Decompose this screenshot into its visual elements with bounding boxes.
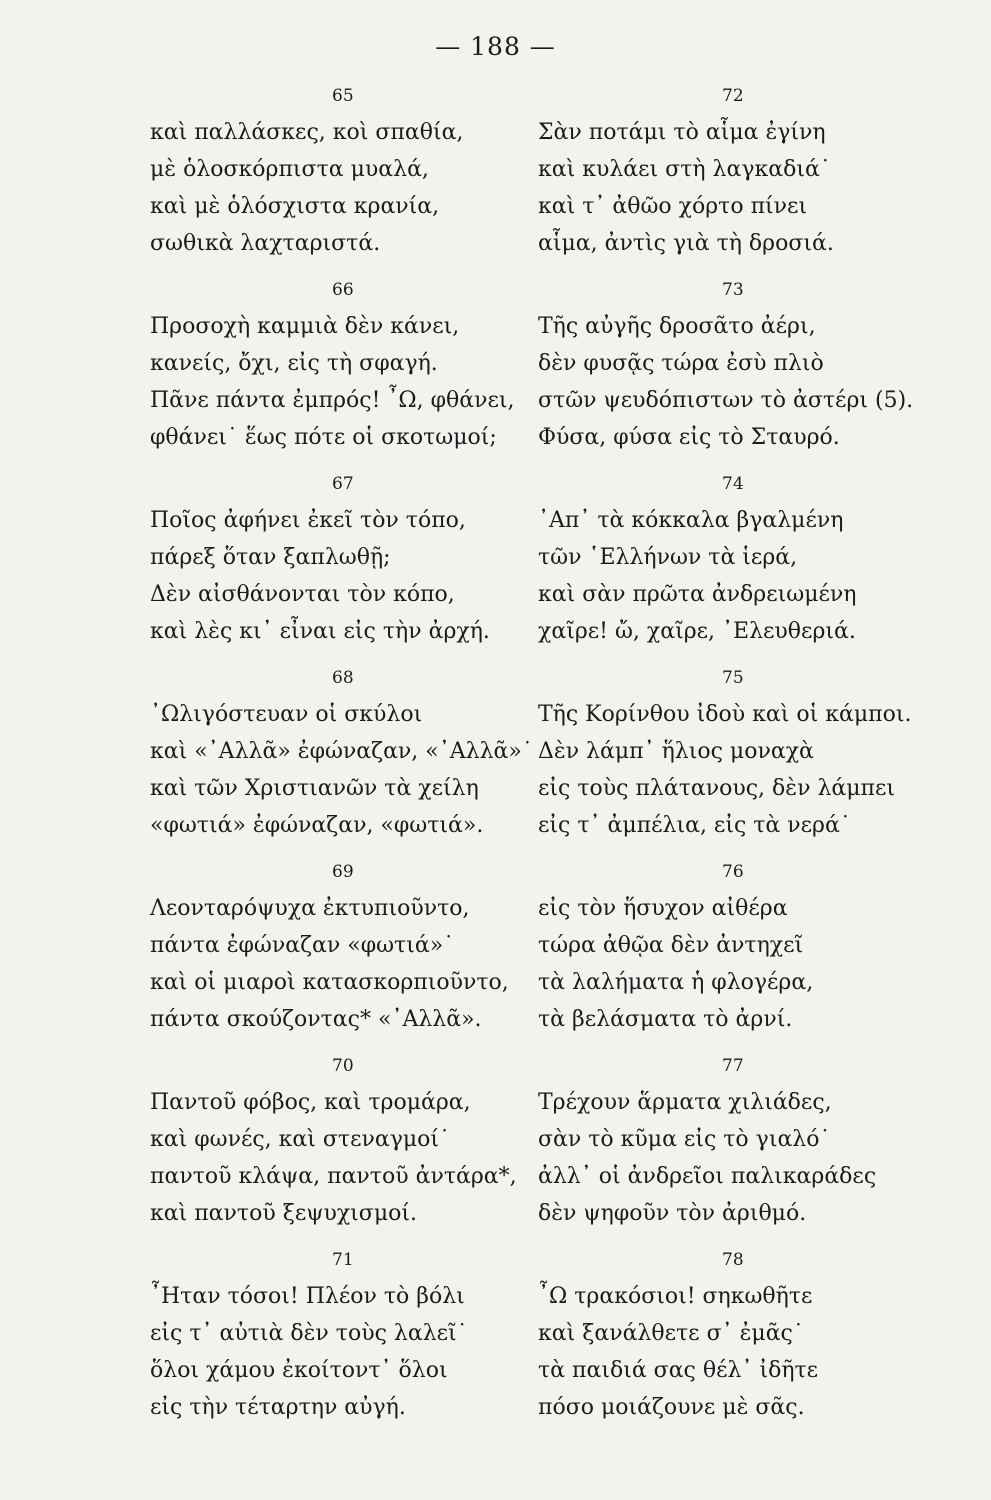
stanza — [538, 666, 958, 860]
verse-line: καὶ παντοῦ ξεψυχισμοί. — [150, 1201, 417, 1226]
verse-line: ὅλοι χάμου ἐκοίτοντ᾿ ὅλοι — [150, 1358, 448, 1383]
right-column — [538, 84, 958, 1442]
verse-line: Δὲν λάμπ᾿ ἥλιος μοναχὰ — [538, 739, 814, 764]
verse-line: ᾿Απ᾿ τὰ κόκκαλα βγαλμένη — [538, 508, 844, 533]
verse-line: εἰς τ᾿ αὐτιὰ δὲν τοὺς λαλεῖ˙ — [150, 1321, 468, 1346]
verse-line: Ποῖος ἀφήνει ἐκεῖ τὸν τόπο, — [150, 508, 466, 533]
stanza — [538, 472, 958, 666]
verse-line: καὶ σὰν πρῶτα ἀνδρειωμένη — [538, 582, 857, 607]
verse-line: σὰν τὸ κῦμα εἰς τὸ γιαλό˙ — [538, 1127, 831, 1152]
stanza — [150, 278, 530, 472]
stanza-number: 72 — [722, 86, 744, 106]
stanza-number: 68 — [332, 668, 354, 688]
verse-line: «φωτιά» ἐφώναζαν, «φωτιά». — [150, 813, 484, 838]
verse-line: εἰς τὸν ἥσυχον αἰθέρα — [538, 896, 788, 921]
verse-line: Λεονταρόψυχα ἐκτυπιοῦντο, — [150, 896, 470, 921]
verse-line: κανείς, ὄχι, εἰς τὴ σφαγή. — [150, 351, 438, 376]
stanza — [150, 1248, 530, 1442]
verse-line: εἰς τοὺς πλάτανους, δὲν λάμπει — [538, 776, 896, 801]
stanza — [150, 84, 530, 278]
verse-line: αἷμα, ἀντὶς γιὰ τὴ δροσιά. — [538, 231, 834, 256]
stanza — [538, 84, 958, 278]
verse-line: μὲ ὁλοσκόρπιστα μυαλά, — [150, 157, 429, 182]
verse-line: Τῆς αὐγῆς δροσᾶτο ἀέρι, — [538, 314, 816, 339]
verse-line: καὶ οἱ μιαροὶ κατασκορπιοῦντο, — [150, 970, 509, 995]
verse-line: ῏Ηταν τόσοι! Πλέον τὸ βόλι — [150, 1284, 465, 1309]
verse-line: δὲν φυσᾷς τώρα ἐσὺ πλιὸ — [538, 351, 824, 376]
stanza-number: 74 — [722, 474, 744, 494]
stanza-number: 71 — [332, 1250, 354, 1270]
stanza-number: 66 — [332, 280, 354, 300]
verse-line: τὰ λαλήματα ἡ φλογέρα, — [538, 970, 814, 995]
stanza — [150, 472, 530, 666]
stanza-number: 73 — [722, 280, 744, 300]
verse-line: Τῆς Κορίνθου ἰδοὺ καὶ οἱ κάμποι. — [538, 702, 912, 727]
verse-line: Τρέχουν ἅρματα χιλιάδες, — [538, 1090, 832, 1115]
verse-line: ᾿Ωλιγόστευαν οἱ σκύλοι — [150, 702, 423, 727]
verse-line: καὶ μὲ ὁλόσχιστα κρανία, — [150, 194, 440, 219]
stanza-number: 65 — [332, 86, 354, 106]
left-column — [150, 84, 533, 1442]
verse-line: Παντοῦ φόβος, καὶ τρομάρα, — [150, 1090, 471, 1115]
verse-line: πάντα σκούζοντας* «᾿Αλλᾶ». — [150, 1007, 482, 1032]
stanza-number: 67 — [332, 474, 354, 494]
verse-line: τῶν ῾Ελλήνων τὰ ἱερά, — [538, 545, 798, 570]
verse-line: τώρα ἀθῷα δὲν ἀντηχεῖ — [538, 933, 804, 958]
verse-line: πάντα ἐφώναζαν «φωτιά»˙ — [150, 933, 455, 958]
verse-line: σωθικὰ λαχταριστά. — [150, 231, 381, 256]
verse-line: ἀλλ᾿ οἱ ἀνδρεῖοι παλικαράδες — [538, 1164, 877, 1189]
verse-line: καὶ τ᾿ ἀθῶο χόρτο πίνει — [538, 194, 808, 219]
stanza — [538, 1248, 958, 1442]
stanza — [538, 278, 958, 472]
verse-line: καὶ ξανάλθετε σ᾿ ἐμᾶς˙ — [538, 1321, 804, 1346]
verse-line: τὰ βελάσματα τὸ ἀρνί. — [538, 1007, 793, 1032]
verse-line: φθάνει˙ ἕως πότε οἱ σκοτωμοί; — [150, 425, 497, 450]
page-number: — 188 — — [435, 32, 556, 61]
verse-line: καὶ κυλάει στὴ λαγκαδιά˙ — [538, 157, 831, 182]
stanza — [150, 1054, 530, 1248]
verse-line: πάρεξ ὅταν ξαπλωθῇ; — [150, 545, 391, 570]
verse-line: καὶ φωνές, καὶ στεναγμοί˙ — [150, 1127, 451, 1152]
stanza — [538, 1054, 958, 1248]
verse-line: στῶν ψευδόπιστων τὸ ἀστέρι (5). — [538, 388, 914, 413]
verse-line: Πᾶνε πάντα ἐμπρός! ῏Ω, φθάνει, — [150, 388, 515, 413]
verse-line: Προσοχὴ καμμιὰ δὲν κάνει, — [150, 314, 460, 339]
stanza — [150, 666, 533, 860]
stanza-number: 78 — [722, 1250, 744, 1270]
verse-line: καὶ παλλάσκες, κοὶ σπαθία, — [150, 120, 464, 145]
verse-line: δὲν ψηφοῦν τὸν ἀριθμό. — [538, 1201, 807, 1226]
stanza-number: 75 — [722, 668, 744, 688]
stanza-number: 76 — [722, 862, 744, 882]
verse-line: καὶ τῶν Χριστιανῶν τὰ χείλη — [150, 776, 479, 801]
stanza — [150, 860, 530, 1054]
verse-line: καὶ «᾿Αλλᾶ» ἐφώναζαν, «᾿Αλλᾶ»˙ — [150, 739, 533, 764]
verse-line: πόσο μοιάζουνε μὲ σᾶς. — [538, 1395, 805, 1420]
stanza — [538, 860, 958, 1054]
stanza-number: 70 — [332, 1056, 354, 1076]
verse-line: καὶ λὲς κι᾿ εἶναι εἰς τὴν ἀρχή. — [150, 619, 490, 644]
verse-line: Σὰν ποτάμι τὸ αἷμα ἐγίνη — [538, 120, 826, 145]
verse-line: τὰ παιδιά σας θέλ᾿ ἰδῆτε — [538, 1358, 819, 1383]
verse-line: εἰς τ᾿ ἀμπέλια, εἰς τὰ νερά˙ — [538, 813, 851, 838]
verse-line: Φύσα, φύσα εἰς τὸ Σταυρό. — [538, 425, 840, 450]
verse-line: παντοῦ κλάψα, παντοῦ ἀντάρα*, — [150, 1164, 517, 1189]
verse-line: Δὲν αἰσθάνονται τὸν κόπο, — [150, 582, 455, 607]
verse-line: ῏Ω τρακόσιοι! σηκωθῆτε — [538, 1284, 813, 1309]
verse-line: χαῖρε! ὤ, χαῖρε, ᾿Ελευθεριά. — [538, 619, 856, 644]
stanza-number: 77 — [722, 1056, 744, 1076]
verse-line: εἰς τὴν τέταρτην αὐγή. — [150, 1395, 406, 1420]
stanza-number: 69 — [332, 862, 354, 882]
